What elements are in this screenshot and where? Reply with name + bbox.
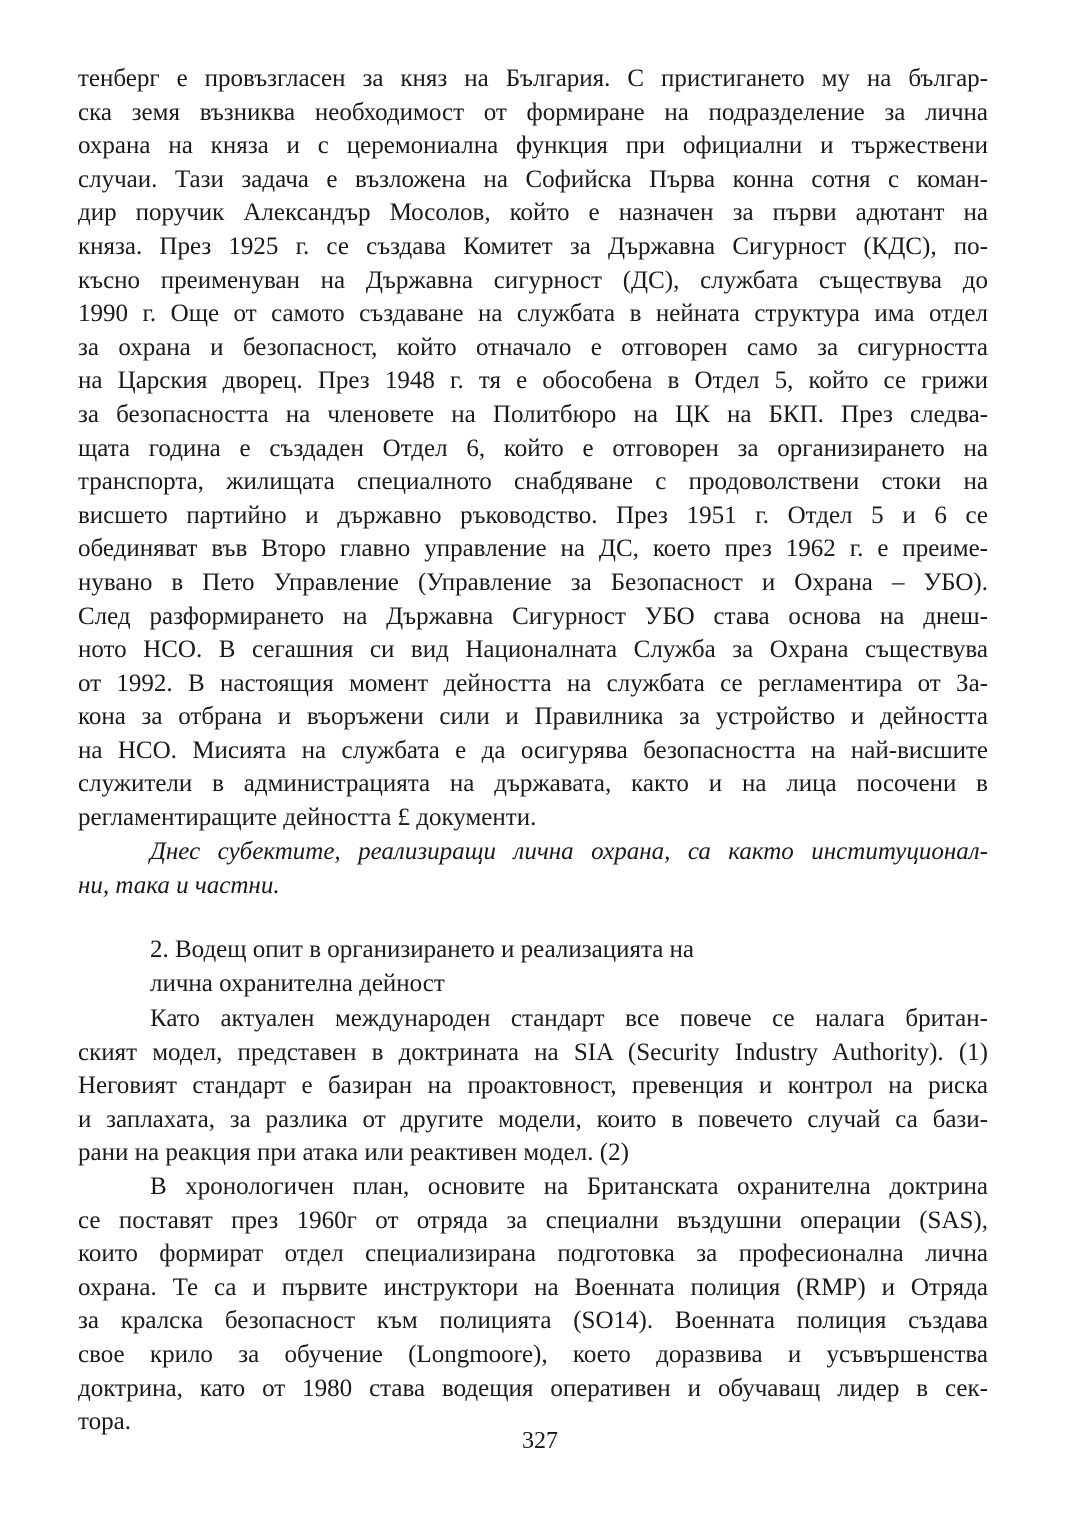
text-line: Днес субектите, реализиращи лична охрана, са както институционал- [150,838,988,865]
text-line: Като актуален международен стандарт все повече се налага британ- [150,1005,988,1032]
section-heading-line-2: лична охранителна дейност [150,970,445,997]
text-line: късно преименуван на Държавна сигурност (ДС), службата съществува до [78,266,988,294]
text-line: ни, така и частни. [78,871,280,899]
text-line: щата година е създаден Отдел 6, който е отговорен за организирането на [78,434,988,462]
text-line: за охрана и безопасност, който отначало е отговорен само за сигурността [78,333,988,361]
text-line: охрана на княза и с церемониална функция при официални и тържествени [78,132,988,160]
text-line: дир поручик Александър Мосолов, който е назначен за първи адютант на [78,199,988,227]
text-line: и заплахата, за разлика от другите модели, които в повечето случай са бази- [78,1105,988,1133]
section-heading-line-1: 2. Водещ опит в организирането и реализацията на [150,936,695,963]
text-line: за кралска безопасност към полицията (SO14). Военната полиция създава [78,1307,988,1335]
text-line: рани на реакция при атака или реактивен модел. (2) [78,1139,629,1167]
text-line: свое крило за обучение (Longmoore), което доразвива и усъвършенства [78,1340,988,1368]
text-line: ска земя възниква необходимост от формиране на подразделение за лична [78,98,988,126]
paragraph-italic-statement [78,835,988,902]
text-line: 1990 г. Още от самото създаване на службата в нейната структура има отдел [78,300,988,328]
text-line: висшето партийно и държавно ръководство. През 1951 г. Отдел 5 и 6 се [78,501,988,529]
text-line: тенберг е провъзгласен за княз на България. С пристигането му на българ- [78,65,988,92]
text-line: кона за отбрана и въоръжени сили и Правилника за устройство и дейността [78,703,988,731]
text-line: ното НСО. В сегашния си вид Националната Служба за Охрана съществува [78,636,988,664]
text-line: на Царския дворец. През 1948 г. тя е обособена в Отдел 5, който се грижи [78,367,988,395]
text-line: Неговият стандарт е базиран на проактовност, превенция и контрол на риска [78,1072,988,1100]
text-line: тора. [78,1408,131,1436]
paragraph-chronology [78,1170,988,1439]
text-line: доктрина, като от 1980 става водещия оперативен и обучаващ лидер в сек- [78,1374,988,1402]
text-line: княза. През 1925 г. се създава Комитет за Държавна Сигурност (КДС), по- [78,232,988,260]
text-line: ският модел, представен в доктрината на SIA (Security Industry Authority). (1) [78,1038,988,1066]
text-line: случаи. Тази задача е възложена на Софийска Първа конна сотня с коман- [78,165,988,193]
text-line: охрана. Те са и първите инструктори на Военната полиция (RMP) и Отряда [78,1273,988,1301]
text-line: нувано в Пето Управление (Управление за Безопасност и Охрана – УБО). [78,568,988,596]
paragraph-british-model [78,1002,988,1170]
text-line: служители в администрацията на държавата, както и на лица посочени в [78,770,988,798]
text-line: на НСО. Мисията на службата е да осигурява безопасността на най-висшите [78,736,988,764]
text-line: обединяват във Второ главно управление на ДС, което през 1962 г. е преиме- [78,535,988,563]
text-line: В хронологичен план, основите на Британската охранителна доктрина [150,1173,988,1200]
paragraph-history [78,62,988,835]
text-line: които формират отдел специализирана подготовка за професионална лична [78,1240,988,1268]
text-line: от 1992. В настоящия момент дейността на службата се регламентира от За- [78,669,988,697]
page-number: 327 [522,1428,558,1454]
text-line: След разформирането на Държавна Сигурност УБО става основа на днеш- [78,602,988,630]
text-line: за безопасността на членовете на Политбюро на ЦК на БКП. През следва- [78,400,988,428]
text-line: се поставят през 1960г от отряда за специални въздушни операции (SAS), [78,1206,988,1234]
text-line: регламентиращите дейността £ документи. [78,804,537,832]
text-line: транспорта, жилищата специалното снабдяване с продоволствени стоки на [78,468,988,496]
